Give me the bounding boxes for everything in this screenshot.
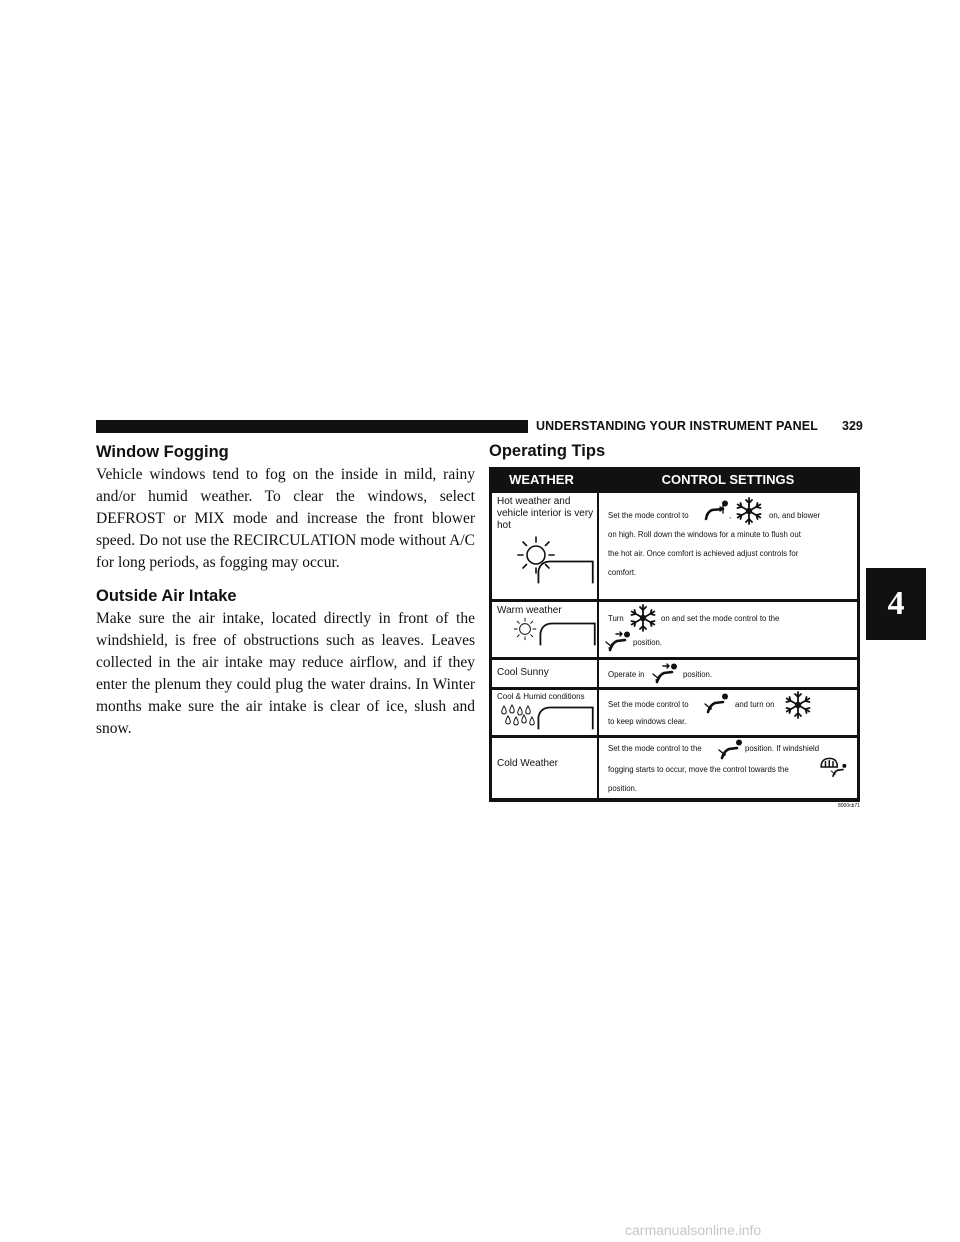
- control-text: on high. Roll down the windows for a minute to flush out: [608, 530, 801, 539]
- control-text: position.: [608, 784, 638, 793]
- control-text: ,: [729, 511, 732, 520]
- panel-mode-icon: [703, 499, 732, 521]
- raindrop-icon: [504, 715, 512, 725]
- control-cell-hot: [599, 493, 857, 599]
- raindrop-icon: [528, 716, 536, 726]
- page-number: 329: [842, 419, 863, 433]
- floor-mode-icon: [717, 738, 743, 760]
- left-column: [96, 442, 475, 752]
- control-text: Operate in: [608, 670, 645, 679]
- control-text: and turn on: [735, 700, 775, 709]
- control-cell-warm: [599, 602, 857, 657]
- window-icon: [538, 621, 597, 647]
- bilevel-mode-icon: [652, 662, 678, 684]
- control-text: position.: [683, 670, 713, 679]
- control-cell-cold: [599, 738, 857, 798]
- section-heading-outside-air-intake: Outside Air Intake: [96, 587, 237, 605]
- col-header-weather: WEATHER: [509, 472, 574, 487]
- control-text: on and set the mode control to the: [661, 614, 780, 623]
- control-text: Set the mode control to the: [608, 744, 702, 753]
- watermark: carmanualsonline.info: [625, 1222, 762, 1238]
- weather-cell-cool-sunny: [492, 660, 597, 687]
- snowflake-ac-icon: [783, 690, 813, 720]
- figure-code: 8000cb71: [838, 803, 860, 809]
- control-text: to keep windows clear.: [608, 717, 687, 726]
- control-text: position.: [633, 638, 663, 647]
- control-text: Set the mode control to: [608, 700, 689, 709]
- weather-cell-cold: [492, 738, 597, 798]
- raindrop-icon: [512, 716, 520, 726]
- header-rule: [96, 420, 528, 433]
- raindrop-icon: [500, 705, 508, 715]
- control-cell-cool-sunny: [599, 660, 857, 687]
- section-body-window-fogging: Vehicle windows tend to fog on the inside in mild, rainy and/or humid weather. To clear the windows, select DEFROST or MIX mode and increase the front blower speed. Do not use the RECIRCULATION mode without A/C for long periods, as fogging may occur.: [96, 466, 475, 571]
- chapter-tab[interactable]: 4: [866, 568, 926, 640]
- defrost-floor-mode-icon: [819, 756, 847, 778]
- col-header-control-settings: CONTROL SETTINGS: [661, 472, 795, 487]
- weather-label: Warm weather: [497, 605, 562, 616]
- control-text: the hot air. Once comfort is achieved adjust controls for: [608, 549, 799, 558]
- control-cell-cool-humid: [599, 690, 857, 735]
- snowflake-ac-icon: [628, 603, 658, 633]
- snowflake-ac-icon: [734, 496, 764, 526]
- control-text: position. If windshield: [745, 744, 820, 753]
- control-text: on, and blower: [769, 511, 821, 520]
- raindrop-icon: [508, 704, 516, 714]
- operating-tips-table: [489, 467, 860, 802]
- control-text: comfort.: [608, 568, 637, 577]
- weather-cell-hot: [492, 493, 597, 599]
- bilevel-mode-icon: [605, 630, 631, 652]
- weather-label: Cool Sunny: [497, 667, 549, 678]
- operating-tips-title: Operating Tips: [489, 442, 606, 460]
- weather-label: Cold Weather: [497, 758, 558, 769]
- weather-cell-cool-humid: [492, 690, 597, 735]
- running-header: UNDERSTANDING YOUR INSTRUMENT PANEL: [536, 419, 818, 433]
- floor-mode-icon: [703, 692, 729, 714]
- raindrop-icon: [520, 714, 528, 724]
- weather-cell-warm: [492, 602, 597, 657]
- control-text: Set the mode control to: [608, 511, 689, 520]
- section-body-outside-air-intake: Make sure the air intake, located directly in front of the windshield, is free of obstructions such as leaves. Leaves collected in the air intake may reduce airflow, and if they enter the plenum they could plug the water drains. In Winter months make sure the air intake is clear of ice, slush and snow.: [96, 610, 475, 737]
- window-icon: [536, 559, 596, 585]
- window-icon: [536, 705, 596, 731]
- control-text: Turn: [608, 614, 624, 623]
- section-heading-window-fogging: Window Fogging: [96, 443, 229, 461]
- weather-label: Hot weather and vehicle interior is very hot: [497, 496, 594, 531]
- sun-icon: [513, 617, 537, 641]
- control-text: fogging starts to occur, move the control towards the: [608, 765, 789, 774]
- weather-label: Cool & Humid conditions: [497, 692, 585, 701]
